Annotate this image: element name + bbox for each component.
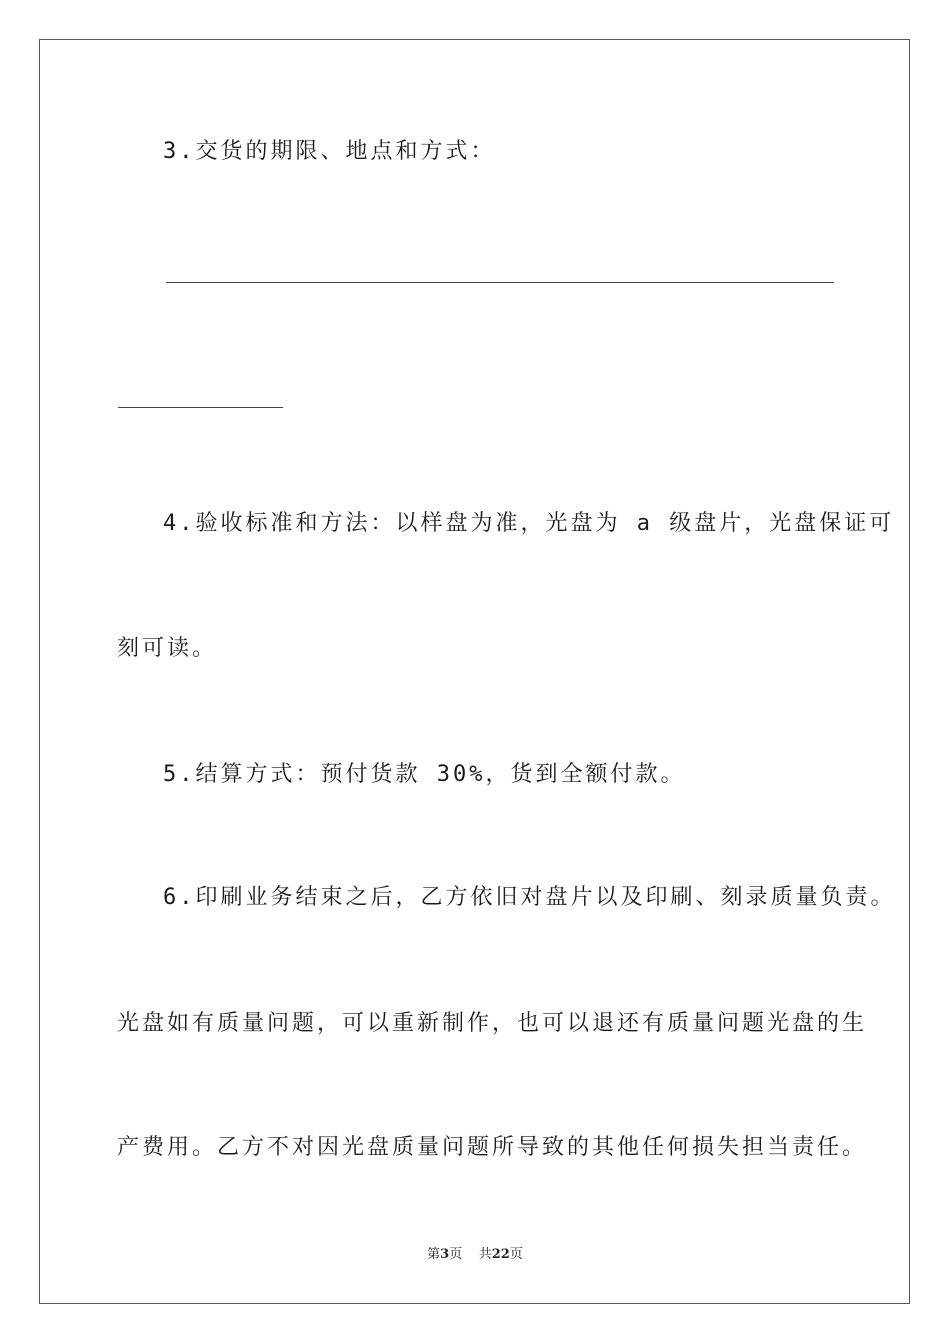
fill-in-blank-line-1 <box>166 282 834 283</box>
total-pages: 22 <box>491 1247 510 1262</box>
clause-4-line-2: 刻可读。 <box>117 636 218 661</box>
clause-6-line-3: 产费用。乙方不对因光盘质量问题所导致的其他任何损失担当责任。 <box>117 1135 868 1160</box>
clause-3-heading: 3.交货的期限、地点和方式： <box>163 139 496 164</box>
page-suffix: 页 <box>449 1247 463 1262</box>
page-number: 3 <box>440 1247 450 1262</box>
total-suffix: 页 <box>509 1247 523 1262</box>
page-footer <box>0 1247 950 1263</box>
fill-in-blank-line-2 <box>118 407 283 408</box>
page-border <box>39 39 910 1304</box>
page-prefix: 第 <box>427 1247 441 1262</box>
clause-5: 5.结算方式：预付货款 30%，货到全额付款。 <box>163 762 686 787</box>
total-prefix: 共 <box>478 1247 492 1262</box>
clause-6-line-1: 6.印刷业务结束之后，乙方依旧对盘片以及印刷、刻录质量负责。 <box>163 885 896 910</box>
clause-4-line-1: 4.验收标准和方法：以样盘为准，光盘为 a 级盘片，光盘保证可 <box>163 511 895 536</box>
clause-6-line-2: 光盘如有质量问题，可以重新制作，也可以退还有质量问题光盘的生 <box>117 1011 868 1036</box>
